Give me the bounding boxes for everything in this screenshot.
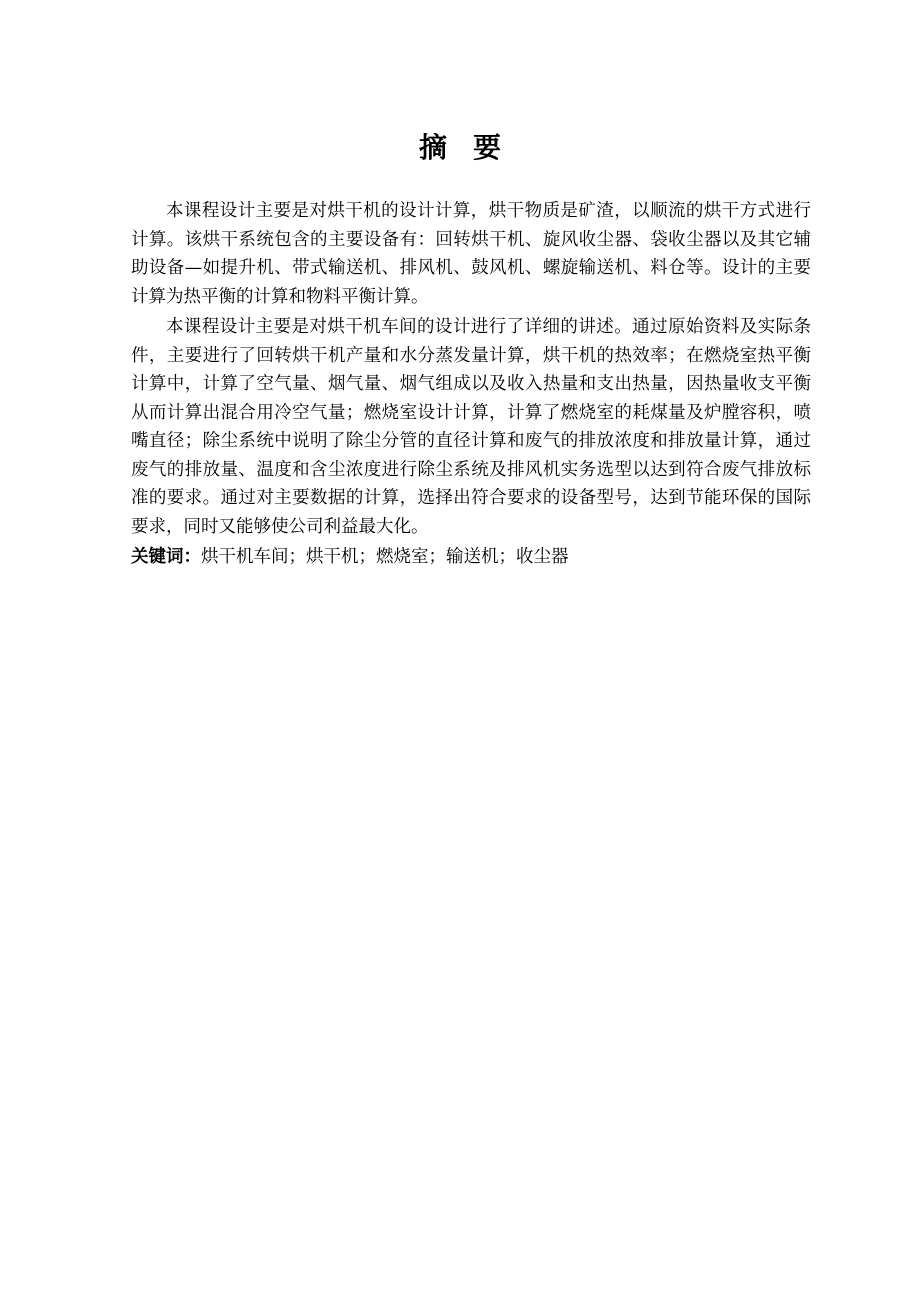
- abstract-body: [131, 197, 811, 572]
- abstract-title: 摘要: [418, 131, 527, 164]
- keywords-text: 烘干机车间；烘干机；燃烧室；输送机；收尘器: [201, 547, 569, 567]
- abstract-paragraph-1: 本课程设计主要是对烘干机的设计计算，烘干物质是矿渣，以顺流的烘干方式进行计算。该烘干系统包含的主要设备有：回转烘干机、旋风收尘器、袋收尘器以及其它辅助设备—如提升机、带式输送机、排风机、鼓风机、螺旋输送机、料仓等。设计的主要计算为热平衡的计算和物料平衡计算。: [131, 201, 811, 307]
- abstract-paragraph-2: 本课程设计主要是对烘干机车间的设计进行了详细的讲述。通过原始资料及实际条件，主要进行了回转烘干机产量和水分蒸发量计算，烘干机的热效率；在燃烧室热平衡计算中，计算了空气量、烟气量、烟气组成以及收入热量和支出热量，因热量收支平衡从而计算出混合用冷空气量；燃烧室设计计算，计算了燃烧室的耗煤量及炉膛容积，喷嘴直径；除尘系统中说明了除尘分管的直径计算和废气的排放浓度和排放量计算，通过废气的排放量、温度和含尘浓度进行除尘系统及排风机实务选型以达到符合废气排放标准的要求。通过对主要数据的计算，选择出符合要求的设备型号，达到节能环保的国际要求，同时又能够使公司利益最大化。: [131, 317, 811, 537]
- keywords-line: [131, 543, 811, 572]
- keywords-label: 关键词：: [131, 547, 201, 567]
